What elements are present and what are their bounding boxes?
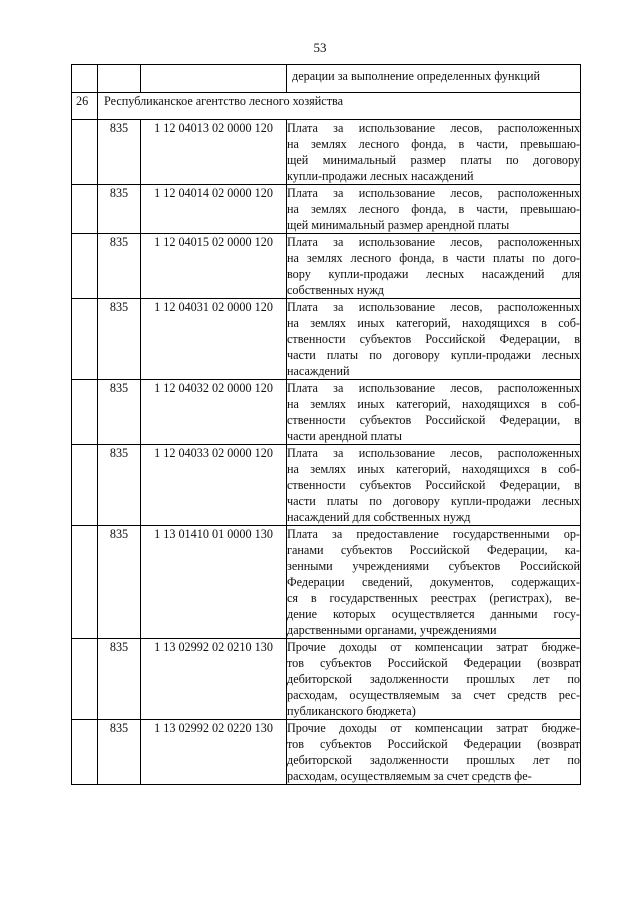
description-cell <box>287 526 581 639</box>
description-cell <box>287 445 581 526</box>
number-cell <box>72 299 98 380</box>
table-row <box>72 526 581 639</box>
admin-code-cell <box>98 65 141 93</box>
description-line: дение которых осуществляется данными госу- <box>287 607 580 621</box>
description-line: на землях лесного фонда, в части платы по дого- <box>287 251 580 265</box>
revenue-code-cell: 1 12 04014 02 0000 120 <box>141 185 287 234</box>
description-line: собственных нужд <box>287 283 384 297</box>
description-cell <box>287 639 581 720</box>
description-line: на землях лесного фонда, в части, превышаю- <box>287 202 580 216</box>
description-line: Прочие доходы от компенсации затрат бюдже- <box>287 640 580 654</box>
description-line: щей минимальный размер платы по договору <box>287 153 580 167</box>
admin-code-cell: 835 <box>98 380 141 445</box>
revenue-code-cell: 1 12 04032 02 0000 120 <box>141 380 287 445</box>
description-cell <box>287 120 581 185</box>
admin-code-cell: 835 <box>98 526 141 639</box>
description-line: части арендной платы <box>287 429 402 443</box>
number-cell <box>72 65 98 93</box>
description-line: зенными учреждениями субъектов Российской <box>287 559 580 573</box>
table-row <box>72 445 581 526</box>
description-line: публиканского бюджета) <box>287 704 416 718</box>
table-row <box>72 185 581 234</box>
description-line: Федерации сведений, документов, содержащих- <box>287 575 580 589</box>
description-line: щей минимальный размер арендной платы <box>287 218 510 232</box>
admin-code-cell: 835 <box>98 299 141 380</box>
number-cell <box>72 120 98 185</box>
admin-code-cell: 835 <box>98 185 141 234</box>
description-line: ственности субъектов Российской Федерации, в <box>287 478 580 492</box>
description-line: на землях иных категорий, находящихся в соб- <box>287 462 580 476</box>
continuation-text: дерации за выполнение определенных функций <box>287 65 581 93</box>
description-line: Плата за использование лесов, расположенных <box>287 381 580 395</box>
description-line: дебиторской задолженности прошлых лет по <box>287 753 580 767</box>
revenue-code-cell: 1 13 02992 02 0210 130 <box>141 639 287 720</box>
description-line: части платы по договору купли-продажи лесных <box>287 348 580 362</box>
description-line: дебиторской задолженности прошлых лет по <box>287 672 580 686</box>
description-line: насаждений <box>287 364 350 378</box>
number-cell <box>72 185 98 234</box>
section-number: 26 <box>72 93 98 120</box>
number-cell <box>72 720 98 785</box>
description-line: расходам, осуществляемым за счет средств фе- <box>287 769 532 783</box>
section-header-row <box>72 93 581 120</box>
description-line: ся в государственных реестрах (регистрах), ве- <box>287 591 580 605</box>
table-row <box>72 299 581 380</box>
number-cell <box>72 526 98 639</box>
description-line: Плата за предоставление государственными ор- <box>287 527 580 541</box>
description-cell <box>287 185 581 234</box>
description-line: на землях лесного фонда, в части, превышаю- <box>287 137 580 151</box>
table-row <box>72 639 581 720</box>
revenue-code-cell: 1 12 04013 02 0000 120 <box>141 120 287 185</box>
number-cell <box>72 380 98 445</box>
description-line: тов субъектов Российской Федерации (возврат <box>287 656 580 670</box>
table-row <box>72 720 581 785</box>
description-line: Плата за использование лесов, расположенных <box>287 186 580 200</box>
revenue-code-cell: 1 12 04033 02 0000 120 <box>141 445 287 526</box>
table-row <box>72 380 581 445</box>
revenue-code-cell: 1 12 04031 02 0000 120 <box>141 299 287 380</box>
admin-code-cell: 835 <box>98 234 141 299</box>
number-cell <box>72 234 98 299</box>
description-line: части платы по договору купли-продажи лесных <box>287 494 580 508</box>
number-cell <box>72 445 98 526</box>
revenue-code-cell <box>141 65 287 93</box>
continuation-row <box>72 65 581 93</box>
admin-code-cell: 835 <box>98 720 141 785</box>
description-line: дарственными органами, учреждениями <box>287 623 497 637</box>
revenue-code-cell: 1 13 02992 02 0220 130 <box>141 720 287 785</box>
description-line: ственности субъектов Российской Федерации, в <box>287 332 580 346</box>
description-line: вору купли-продажи лесных насаждений для <box>287 267 580 281</box>
description-line: Плата за использование лесов, расположенных <box>287 121 580 135</box>
description-line: ганами субъектов Российской Федерации, ка- <box>287 543 580 557</box>
revenue-classification-table <box>71 64 581 785</box>
description-line: на землях иных категорий, находящихся в соб- <box>287 316 580 330</box>
description-line: на землях иных категорий, находящихся в соб- <box>287 397 580 411</box>
table-row <box>72 234 581 299</box>
description-cell <box>287 380 581 445</box>
description-line: ственности субъектов Российской Федерации, в <box>287 413 580 427</box>
table-row <box>72 120 581 185</box>
admin-code-cell: 835 <box>98 639 141 720</box>
description-line: Плата за использование лесов, расположенных <box>287 300 580 314</box>
description-line: Прочие доходы от компенсации затрат бюдже- <box>287 721 580 735</box>
description-cell <box>287 234 581 299</box>
description-cell <box>287 720 581 785</box>
description-line: насаждений для собственных нужд <box>287 510 471 524</box>
number-cell <box>72 639 98 720</box>
revenue-code-cell: 1 13 01410 01 0000 130 <box>141 526 287 639</box>
description-line: расходам, осуществляемым за счет средств рес- <box>287 688 580 702</box>
page-number: 53 <box>313 40 327 55</box>
section-title: Республиканское агентство лесного хозяйства <box>98 93 581 120</box>
revenue-code-cell: 1 12 04015 02 0000 120 <box>141 234 287 299</box>
admin-code-cell: 835 <box>98 120 141 185</box>
description-line: Плата за использование лесов, расположенных <box>287 446 580 460</box>
admin-code-cell: 835 <box>98 445 141 526</box>
description-line: Плата за использование лесов, расположенных <box>287 235 580 249</box>
description-cell <box>287 299 581 380</box>
description-line: купли-продажи лесных насаждений <box>287 169 474 183</box>
description-line: тов субъектов Российской Федерации (возврат <box>287 737 580 751</box>
